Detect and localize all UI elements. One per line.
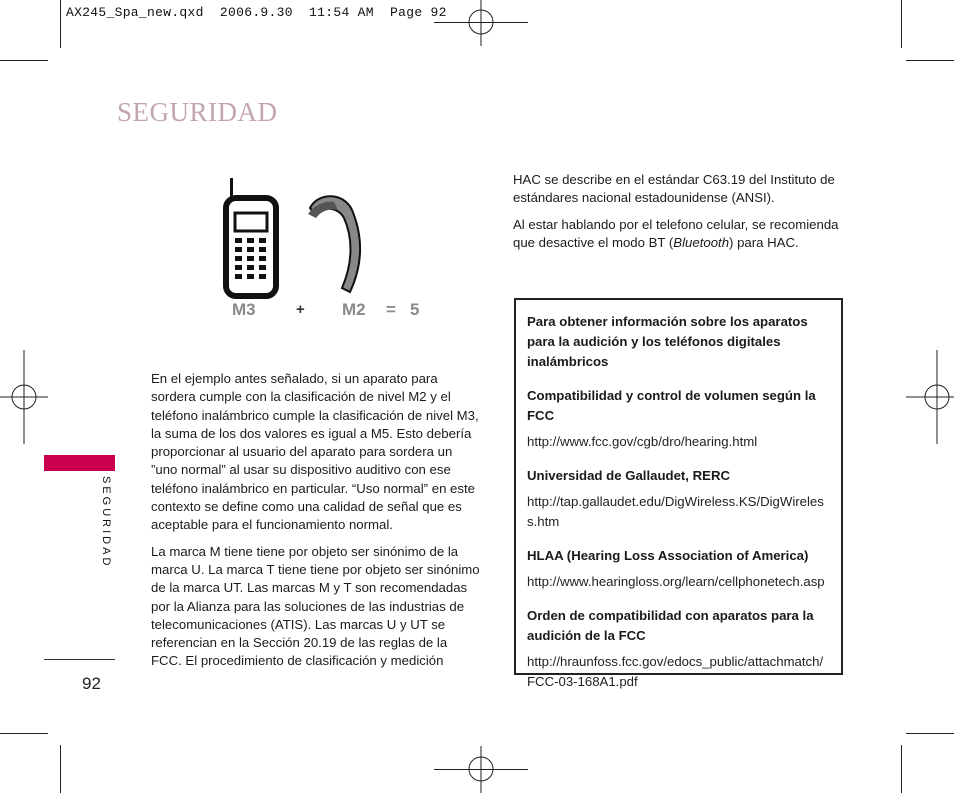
right-column <box>513 171 843 260</box>
hearing-aid-rating-label: M2 <box>342 300 366 319</box>
phone-icon <box>226 178 276 296</box>
phone-rating-label: M3 <box>232 300 256 319</box>
rating-result: 5 <box>410 300 420 319</box>
section-label: SEGURIDAD <box>100 476 112 569</box>
paragraph: En el ejemplo antes señalado, si un aparato para sordera cumple con la clasificación de nivel M2 y el teléfono inalámbrico cumple la clasificación de nivel M3, la suma de los dos valores es igual a M5. Esto debería proporcionar al usuario del aparato para sordera un ”uno normal” al usar su dispositivo auditivo con ese teléfono inalámbrico en particular. “Uso normal” en este contexto se define como una calidad de señal que es aceptable para el funcionamiento normal. <box>151 371 479 533</box>
hearing-aid-icon <box>308 196 360 292</box>
resource-title: Universidad de Gallaudet, RERC <box>527 468 730 483</box>
resource-title: Orden de compatibilidad con aparatos para la audición de la FCC <box>527 608 814 643</box>
print-slug: AX245_Spa_new.qxd 2006.9.30 11:54 AM Page 92 <box>66 5 447 20</box>
resource-url[interactable]: http://www.hearingloss.org/learn/cellphonetech.asp <box>527 574 825 589</box>
resource-url[interactable]: http://www.fcc.gov/cgb/dro/hearing.html <box>527 434 758 449</box>
info-box <box>514 298 843 689</box>
bluetooth-term: Bluetooth <box>673 234 730 250</box>
page-number: 92 <box>82 674 101 693</box>
equals-sign: = <box>386 300 396 319</box>
resource-title: HLAA (Hearing Loss Association of America) <box>527 548 809 563</box>
plus-sign: + <box>296 301 305 318</box>
paragraph: HAC se describe en el estándar C63.19 del Instituto de estándares nacional estadounidense (ANSI). <box>513 172 835 206</box>
resource-url[interactable]: http://hraunfoss.fcc.gov/edocs_public/attachmatch/FCC-03-168A1.pdf <box>527 654 824 689</box>
resource-url[interactable]: http://tap.gallaudet.edu/DigWireless.KS/DigWireless.htm <box>527 494 824 529</box>
page-title: SEGURIDAD <box>117 97 278 127</box>
paragraph: Al estar hablando por el telefono celular, se recomienda que desactive el modo BT (Bluetooth) para HAC. <box>513 216 839 250</box>
section-accent-bar <box>44 455 115 471</box>
paragraph: La marca M tiene tiene por objeto ser sinónimo de la marca U. La marca T tiene tiene por objeto ser sinónimo de la marca UT. Las marcas M y T son recomendadas por la Alianza para las soluciones de las industrias de telecomunicaciones (ATIS). Las marcas U y UT se referencian en la Sección 20.19 de las reglas de la FCC. El procedimiento de clasificación y medición <box>151 543 480 669</box>
hac-rating-figure <box>222 176 432 326</box>
left-column <box>151 370 481 679</box>
divider <box>44 659 115 660</box>
resource-title: Compatibilidad y control de volumen según la FCC <box>527 388 816 423</box>
info-box-intro: Para obtener información sobre los aparatos para la audición y los teléfonos digitales inalámbricos <box>527 314 808 369</box>
